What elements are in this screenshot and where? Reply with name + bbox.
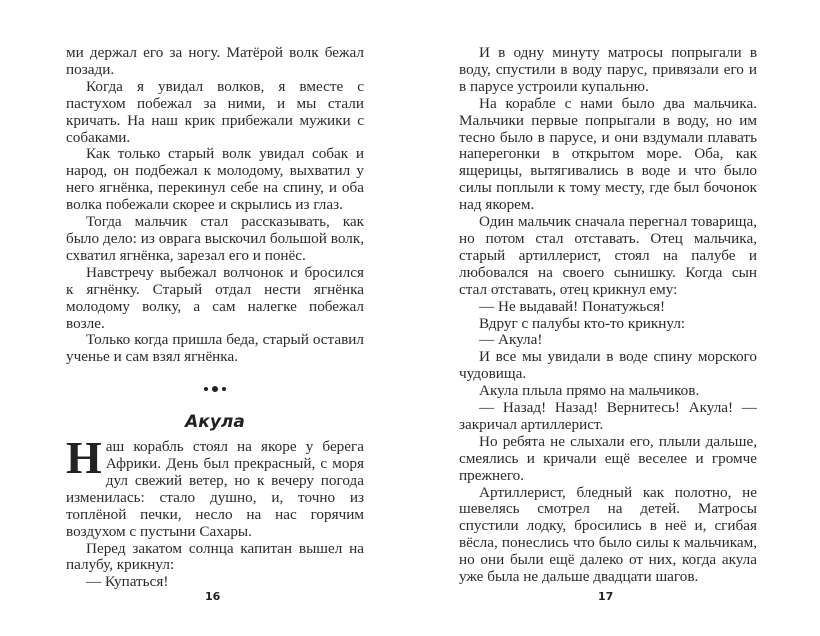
paragraph: Навстречу выбежал волчонок и бросился к ягнёнку. Старый отдал нести ягнёнка молодому волку, а сам налегке побежал возле.	[66, 263, 364, 332]
dot-icon	[212, 386, 218, 392]
paragraph: Акула плыла прямо на мальчиков.	[479, 382, 700, 400]
paragraph: И в одну минуту матросы попрыгали в воду, спустили в воду парус, привязали его и в парусе устроили купальню.	[459, 44, 757, 95]
dot-icon	[222, 387, 226, 391]
paragraph: — Назад! Назад! Вернитесь! Акула! — закричал артиллерист.	[459, 399, 757, 433]
paragraph: На корабле с нами было два мальчика. Мальчики первые попрыгали в воду, но им тесно было в парусе, и они вздумали плавать наперегонки в открытом море. Оба, как ящерицы, вытягивались в воде и что было силы поплыли к тому месту, где был бочонок над якорем.	[459, 94, 757, 214]
paragraph: Тогда мальчик стал рассказывать, как было дело: из оврага выскочил большой волк, схватил ягнёнка, зарезал его и понёс.	[66, 213, 364, 264]
story-title: Акула	[185, 412, 245, 433]
paragraph: Вдруг с палубы кто-то крикнул:	[479, 314, 686, 332]
paragraph: — Акула!	[479, 331, 543, 349]
paragraph: Как только старый волк увидал собак и народ, он подбежал к молодому, выхватил у него ягнёнка, перекинул себе на спину, и оба волка побежали скорее и скрылись из глаз.	[66, 145, 364, 214]
left-page	[66, 45, 364, 591]
story-first-paragraph	[66, 432, 364, 540]
paragraph: Один мальчик сначала перегнал товарища, но потом стал отставать. Отец мальчика, старый артиллерист, стоял на палубе и любовался на своего сынишку. Когда сын стал отставать, отец крикнул ему:	[459, 213, 757, 298]
drop-cap: Н	[66, 432, 102, 484]
paragraph: Но ребята не слыхали его, плыли дальше, смеялись и кричали ещё веселее и громче прежнего.	[459, 432, 757, 484]
section-ornament	[66, 380, 364, 398]
paragraph: — Купаться!	[86, 573, 169, 591]
dot-icon	[204, 387, 208, 391]
right-page	[459, 45, 757, 586]
page-number: 16	[205, 590, 221, 603]
paragraph: ми держал его за ногу. Матёрой волк бежал позади.	[66, 44, 364, 78]
paragraph: Перед закатом солнца капитан вышел на палубу, крикнул:	[66, 539, 364, 574]
paragraph: Артиллерист, бледный как полотно, не шевелясь смотрел на детей. Матросы спустили лодку, бросились в неё и, сгибая вёсла, понеслись что было силы к мальчикам, но они были ещё далеко от них, когда акула уже была не дальше двадцати шагов.	[459, 483, 757, 586]
page-number: 17	[598, 590, 614, 603]
paragraph: Только когда пришла беда, старый оставил ученье и сам взял ягнёнка.	[66, 331, 364, 366]
paragraph-text: аш корабль стоял на якоре у берега Африки. День был прекрасный, с моря дул свежий ветер, но к вечеру погода изменилась: стало душно, и, точно из топлёной печки, несло на нас горячим воздухом с пустыни Сахары.	[66, 438, 364, 540]
paragraph: Когда я увидал волков, я вместе с пастухом побежал за ними, и мы стали кричать. На наш крик прибежали мужики с собаками.	[66, 77, 364, 146]
paragraph: — Не выдавай! Понатужься!	[479, 297, 666, 315]
paragraph: И все мы увидали в воде спину морского чудовища.	[459, 348, 757, 383]
